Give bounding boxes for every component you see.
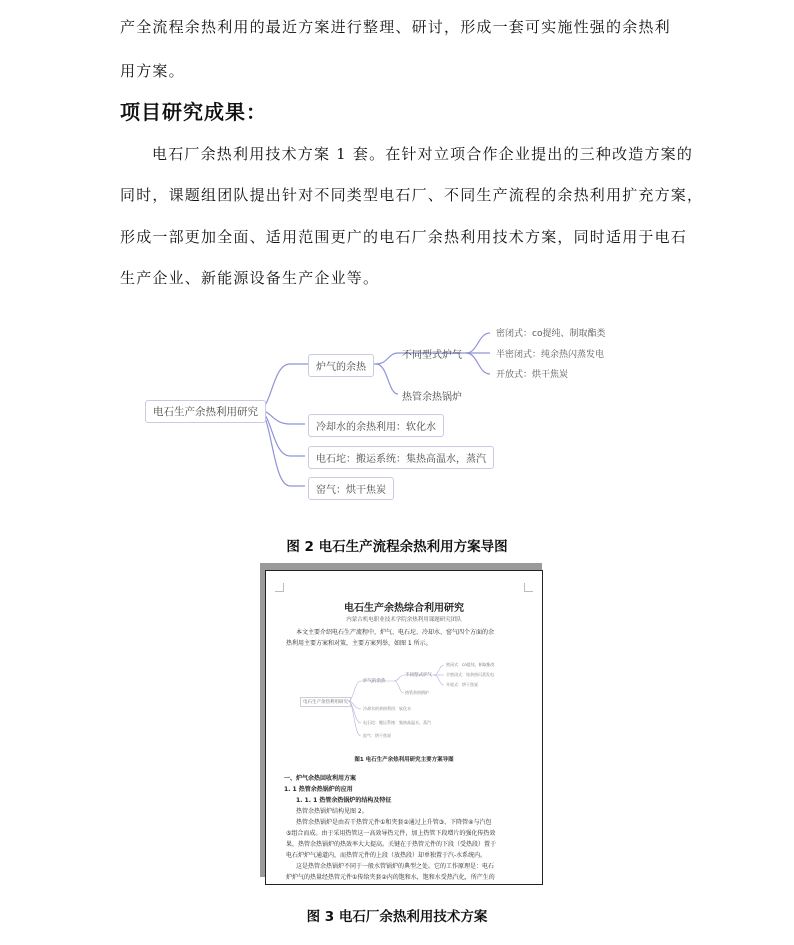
doc-line: 电石炉炉气通道内，而热管元件的上段（放热段）却单独置于汽-水系统内。 — [286, 852, 487, 859]
doc-line: 果，热管余热锅炉的热效率大大提高。关键在于热管元件的下段（受热段）置于 — [286, 841, 497, 848]
doc-subsection-heading: 1. 1 热管余热锅炉的应用 — [284, 786, 353, 793]
doc-mindmap-node: 热管余热锅炉 — [405, 690, 429, 695]
mindmap-node-heat-pipe: 热管余热锅炉 — [402, 392, 462, 403]
mindmap-node-closed-types: 不同型式炉气 — [402, 350, 462, 361]
figure-caption: 图 3 电石厂余热利用技术方案 — [306, 909, 488, 925]
doc-line: ⑤组合而成。由于采用热管这一高效导热元件，加上热管下段增片的强化传热效 — [286, 830, 496, 837]
doc-mindmap-node: 炉气的余热 — [363, 679, 386, 684]
doc-subsubsection-heading: 1. 1. 1 热管余热锅炉的结构及特征 — [296, 797, 392, 804]
doc-mindmap-node: 冷却水的余热利用：软化水 — [363, 706, 411, 711]
doc-section-heading: 一、炉气余热回收利用方案 — [284, 775, 357, 782]
doc-mindmap-leaf: 半密闭式：纯余热闪蒸发电 — [446, 672, 494, 677]
doc-mindmap-root: 电石生产余热利用研究 — [300, 697, 351, 707]
doc-mindmap-node: 窑气：烘干焦炭 — [363, 733, 391, 738]
mindmap-leaf: 半密闭式：纯余热闪蒸发电 — [496, 350, 605, 360]
mindmap-root: 电石生产余热利用研究 — [145, 400, 266, 423]
doc-line: 热管余热锅炉是由若干热管元件①和夹套②通过上升管③、下降管④与汽包 — [296, 819, 492, 826]
mindmap-leaf: 密闭式：co提纯、制取酯类 — [496, 329, 606, 339]
body-text-line: 产全流程余热利用的最近方案进行整理、研讨，形成一套可实施性强的余热利 — [120, 18, 671, 36]
doc-mindmap-leaf: 密闭式：co提纯、制取酯类 — [446, 662, 495, 667]
mindmap-leaf: 开放式：烘干焦炭 — [496, 370, 569, 380]
paragraph-line: 形成一部更加全面、适用范围更广的电石厂余热利用技术方案，同时适用于电石 — [120, 228, 688, 246]
doc-line: 热利用主要方案和对策，主要方案列举，如图 1 所示。 — [286, 640, 432, 647]
mindmap-node-kiln: 窑气：烘干焦炭 — [308, 477, 394, 500]
mindmap-node-carbide: 电石坨：搬运系统：集热高温水，蒸汽 — [308, 446, 494, 469]
paragraph-line: 同时，课题组团队提出针对不同类型电石厂、不同生产流程的余热利用扩充方案， — [120, 186, 704, 204]
paragraph-line: 生产企业、新能源设备生产企业等。 — [120, 269, 380, 287]
doc-line: 热管余热锅炉结构见图 2。 — [296, 808, 368, 815]
doc-line: 本文主要介绍电石生产流程中，炉气、电石坨、冷却水、窑气四个方面的余 — [296, 629, 495, 636]
paragraph-line: 电石厂余热利用技术方案 1 套。在针对立项合作企业提出的三种改造方案的 — [152, 145, 694, 163]
doc-mindmap-node: 不同型式炉气 — [405, 673, 432, 678]
document-thumbnail — [265, 570, 543, 885]
doc-mindmap-leaf: 开放式：烘干焦炭 — [446, 682, 478, 687]
doc-authors: 内蒙古机电职业技术学院余热利用课题研究团队 — [346, 617, 462, 623]
body-text-line: 用方案。 — [120, 62, 185, 80]
mindmap-node-furnace-gas: 炉气的余热 — [308, 354, 374, 377]
doc-line: 这是热管余热锅炉不同于一般水管锅炉的典型之处。它的工作原理是：电石 — [296, 863, 495, 870]
section-heading: 项目研究成果： — [120, 100, 267, 124]
mindmap-node-cooling: 冷却水的余热利用：软化水 — [308, 414, 444, 437]
doc-mindmap-node: 电石坨：搬运系统：集热高温水，蒸汽 — [363, 720, 431, 725]
doc-mindmap-connectors — [266, 571, 542, 884]
doc-figure-caption: 图1 电石生产余热利用研究主要方案导图 — [354, 757, 454, 763]
doc-line: 炉炉气的热量经热管元件①传给夹套②内的饱和水，饱和水受热汽化，所产生的 — [286, 874, 495, 881]
figure-caption: 图 2 电石生产流程余热利用方案导图 — [286, 539, 508, 555]
doc-title: 电石生产余热综合利用研究 — [344, 603, 464, 614]
